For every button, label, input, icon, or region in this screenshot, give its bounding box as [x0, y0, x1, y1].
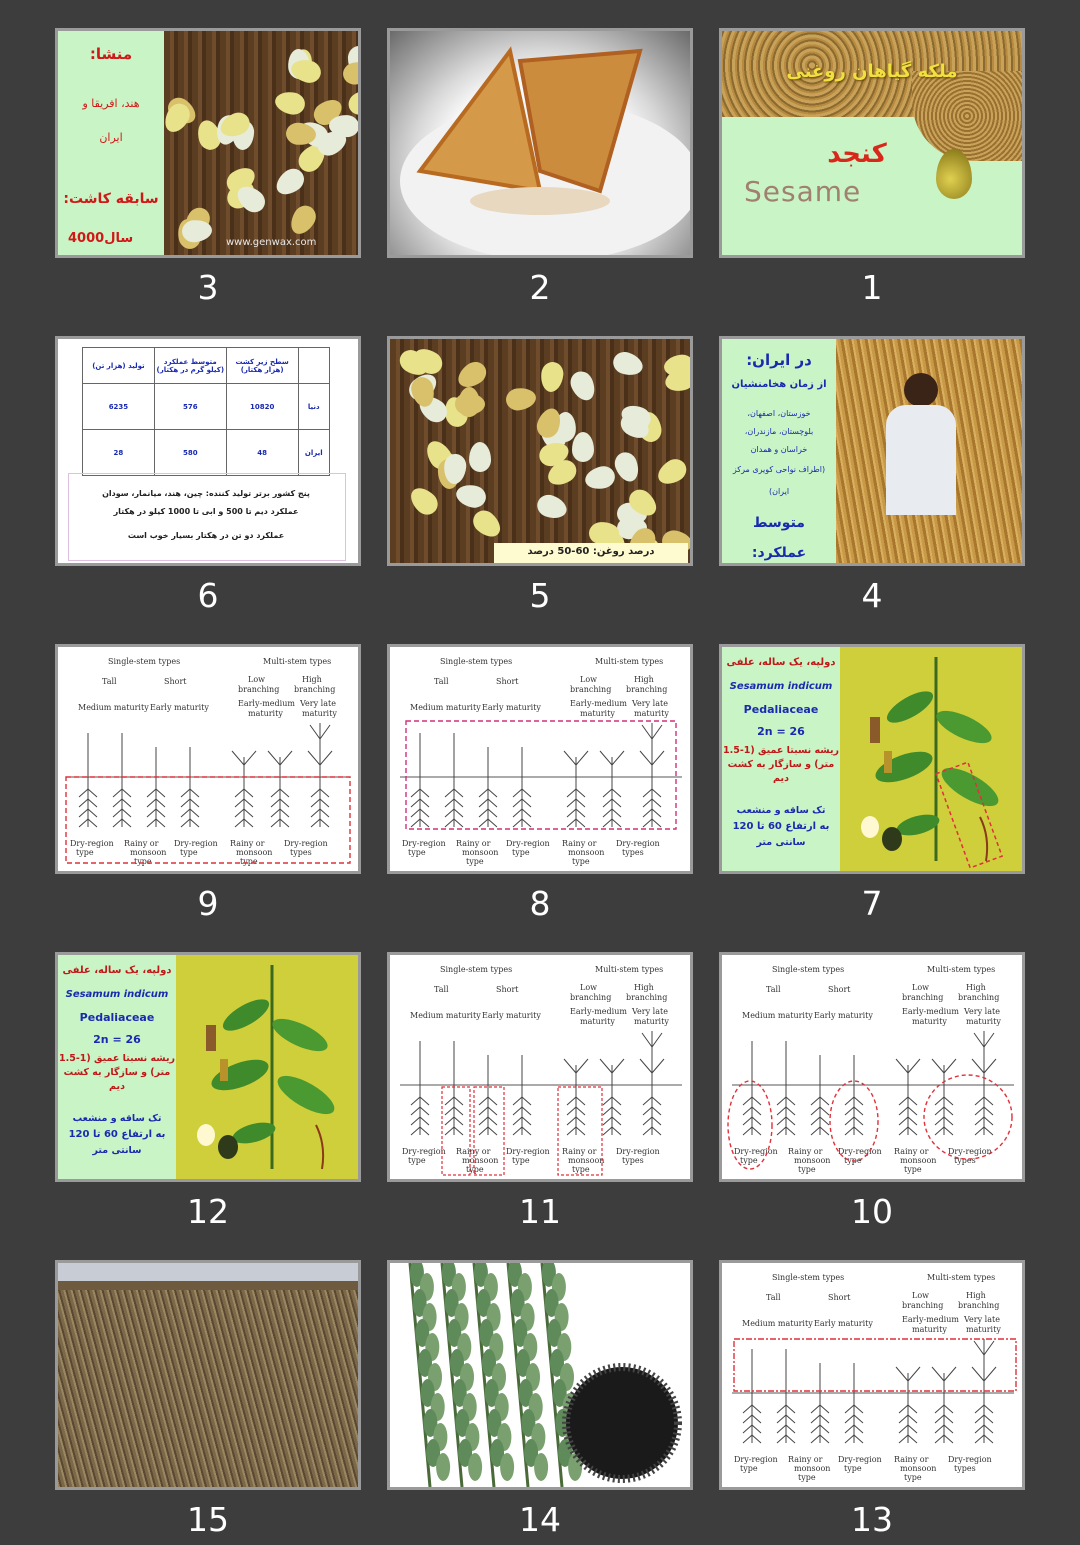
slide-text: Single-stem types — [440, 657, 513, 666]
slide-text: عملکرد دو تن در هکتار بسیار خوب است — [127, 531, 285, 540]
table-header: متوسط عملکرد (کیلو گرم در هکتار) — [154, 348, 226, 384]
slide-thumbnail-2[interactable] — [387, 28, 693, 307]
field-photo — [836, 339, 1022, 563]
slide-text: Rainy or — [562, 839, 597, 848]
seed-photo — [390, 339, 690, 563]
slide-text: types — [290, 848, 312, 857]
slide-preview[interactable] — [387, 336, 693, 566]
slide-preview[interactable] — [719, 644, 1025, 874]
slide-number: 14 — [519, 1500, 561, 1539]
slide-text: ایران — [99, 131, 123, 144]
slide-text: Rainy or — [230, 839, 265, 848]
slide-text: Early maturity — [150, 703, 209, 712]
slide-text: Pedaliaceae — [79, 1011, 155, 1024]
table-header: سطح زیر کشت (هزار هکتار) — [226, 348, 298, 384]
production-table — [82, 347, 330, 476]
slide-thumbnail-7[interactable] — [719, 644, 1025, 923]
slide-text: Medium maturity — [742, 1011, 813, 1020]
slide-text: Dry-region — [948, 1147, 992, 1156]
table-header: تولید (هزار تن) — [83, 348, 155, 384]
slide-text: Tall — [766, 985, 781, 994]
slide-text: types — [954, 1156, 976, 1165]
slide-number: 12 — [187, 1192, 229, 1231]
seed-photo — [164, 31, 358, 255]
slide-text: Medium maturity — [410, 703, 481, 712]
slide-text: Sesame — [744, 175, 862, 208]
seed-shape — [468, 506, 505, 542]
slide-text: monsoon — [568, 1156, 605, 1165]
slide-text: از زمان هخامنشیان — [731, 379, 827, 390]
seed-shape — [539, 361, 564, 393]
slide-text: Medium maturity — [742, 1319, 813, 1328]
slide-text: Tall — [434, 677, 449, 686]
slide-text: Dry-region — [948, 1455, 992, 1464]
slide-text: monsoon — [462, 1156, 499, 1165]
slide-text: خراسان و همدان — [750, 445, 808, 454]
slide-text: monsoon — [568, 848, 605, 857]
slide-text: Rainy or — [894, 1147, 929, 1156]
slide-text: Rainy or — [788, 1455, 823, 1464]
slide-text: branching — [570, 993, 612, 1002]
slide-text: type — [844, 1464, 862, 1473]
slide-text: Low — [248, 675, 265, 684]
slide-number: 6 — [197, 576, 219, 615]
slide-text: Rainy or — [456, 839, 491, 848]
table-header-row — [83, 348, 330, 384]
slide-text: type — [740, 1156, 758, 1165]
slide-text: Medium maturity — [78, 703, 149, 712]
slide-thumbnail-8[interactable] — [387, 644, 693, 923]
slide-text: monsoon — [794, 1156, 831, 1165]
slide-text: Tall — [434, 985, 449, 994]
seed-shape — [341, 60, 358, 87]
slide-text: monsoon — [236, 848, 273, 857]
seed-shape — [572, 432, 594, 462]
slide-text: Very late — [632, 699, 668, 708]
slide-text: monsoon — [900, 1464, 937, 1473]
slide-text: Tall — [102, 677, 117, 686]
slide-text: High — [966, 983, 986, 992]
sesame-plant-drawing — [176, 955, 358, 1179]
diagram-panel — [58, 647, 358, 871]
slide-text: Dry-region — [284, 839, 328, 848]
slide-text: سانتی متر — [756, 837, 806, 848]
plant-illustration-panel — [840, 647, 1022, 871]
slide-text: سانتی متر — [92, 1145, 142, 1156]
slide-text: monsoon — [900, 1156, 937, 1165]
slide-text: سابقه کاشت: — [63, 191, 159, 207]
slide-text: Short — [496, 677, 519, 686]
slide-text: maturity — [634, 709, 669, 718]
plant-habit-drawing — [722, 1263, 1022, 1487]
slide-text: Low — [580, 675, 597, 684]
slide-thumbnail-15[interactable] — [55, 1260, 361, 1539]
slide-number: 9 — [197, 884, 219, 923]
table-cell: 580 — [154, 430, 226, 476]
seed-shape — [469, 442, 492, 472]
slide-text: Rainy or — [456, 1147, 491, 1156]
slide-number: 3 — [197, 268, 219, 307]
slide-text: به ارتفاع 60 تا 120 — [68, 1129, 166, 1140]
slide-number: 11 — [519, 1192, 561, 1231]
slide-number: 8 — [529, 884, 551, 923]
table-cell: 6235 — [83, 384, 155, 430]
seed-shape — [455, 393, 485, 416]
slide-text: type — [466, 857, 484, 866]
plant-habit-drawing — [58, 647, 358, 871]
slide-text: عملکرد: — [751, 545, 807, 561]
field-photo — [58, 1263, 358, 1487]
slide-text: Early maturity — [482, 1011, 541, 1020]
slide-text: branching — [902, 993, 944, 1002]
slide-text: Low — [912, 983, 929, 992]
seed-shape — [567, 368, 600, 404]
slide-text: 2n = 26 — [93, 1033, 141, 1046]
seed-shape — [454, 482, 488, 510]
slide-text: هند، افریقا و — [82, 97, 140, 110]
slide-text: monsoon — [462, 848, 499, 857]
slide-text: type — [572, 857, 590, 866]
slide-text: Single-stem types — [772, 965, 845, 974]
history-unit: سال — [104, 231, 134, 246]
slide-preview[interactable] — [55, 28, 361, 258]
slide-text: Medium maturity — [410, 1011, 481, 1020]
slide-preview[interactable] — [55, 644, 361, 874]
seed-shape — [273, 89, 307, 116]
slide-preview[interactable] — [719, 28, 1025, 258]
slide-thumbnail-9[interactable] — [55, 644, 361, 923]
slide-text: Dry-region — [70, 839, 114, 848]
slide-text: Dry-region — [734, 1147, 778, 1156]
slide-text: Dry-region — [838, 1455, 882, 1464]
slide-text: type — [180, 848, 198, 857]
slide-text: Short — [828, 1293, 851, 1302]
plant-illustration-panel — [176, 955, 358, 1179]
slide-number: 13 — [851, 1500, 893, 1539]
plant-habit-drawing — [390, 955, 690, 1179]
diagram-panel — [722, 1263, 1022, 1487]
slide-text: Multi-stem types — [927, 965, 996, 974]
slide-text: کنجد — [827, 139, 887, 169]
slide-thumbnail-10[interactable] — [719, 952, 1025, 1231]
slide-text: Sesamum indicum — [65, 989, 169, 1000]
slide-text: Single-stem types — [772, 1273, 845, 1282]
slide-text: type — [740, 1464, 758, 1473]
slide-text: Low — [912, 1291, 929, 1300]
slide-text: Rainy or — [124, 839, 159, 848]
slide-text: branching — [570, 685, 612, 694]
slide-text: Early maturity — [814, 1011, 873, 1020]
diagram-panel — [390, 647, 690, 871]
slide-text: maturity — [966, 1325, 1001, 1334]
slide-text: types — [954, 1464, 976, 1473]
slide-text: type — [904, 1473, 922, 1482]
slide-text: Early-medium — [238, 699, 295, 708]
slide-preview[interactable] — [55, 1260, 361, 1490]
plant-habit-drawing — [390, 647, 690, 871]
slide-preview[interactable] — [719, 1260, 1025, 1490]
farmer-figure — [904, 373, 938, 407]
table-cell: ایران — [298, 430, 329, 476]
slide-text: type — [408, 1156, 426, 1165]
slide-text: branching — [626, 993, 668, 1002]
sesame-plant-drawing — [840, 647, 1022, 871]
slide-text: monsoon — [794, 1464, 831, 1473]
slide-thumbnail-3[interactable] — [55, 28, 361, 307]
slide-preview[interactable] — [55, 952, 361, 1182]
seed-shape — [345, 85, 358, 119]
slide-text: متر) و سازگار به کشت — [727, 759, 835, 770]
seed-shape — [610, 349, 645, 379]
slide-text: دیم — [109, 1081, 125, 1092]
slide-text: Dry-region — [616, 1147, 660, 1156]
slide-text: maturity — [966, 1017, 1001, 1026]
slide-text: Dry-region — [734, 1455, 778, 1464]
slide-text: Early maturity — [814, 1319, 873, 1328]
slide-text: Multi-stem types — [595, 965, 664, 974]
slide-text: Rainy or — [894, 1455, 929, 1464]
slide-text: ریشه نسبتا عمیق (1-1.5 — [722, 745, 839, 756]
slide-text: خوزستان، اصفهان، — [747, 409, 811, 418]
slide-preview[interactable] — [719, 952, 1025, 1182]
slide-text: type — [134, 857, 152, 866]
slide-number: 1 — [861, 268, 883, 307]
slide-text: ریشه نسبتا عمیق (1-1.5 — [58, 1053, 175, 1064]
slide-text: بلوچستان، مازندران، — [744, 427, 814, 436]
slide-text: branching — [294, 685, 336, 694]
slide-text: branching — [958, 1301, 1000, 1310]
slide-text: Dry-region — [402, 1147, 446, 1156]
food-photo — [390, 31, 690, 255]
slide-text: به ارتفاع 60 تا 120 — [732, 821, 830, 832]
slide-thumbnail-12[interactable] — [55, 952, 361, 1231]
slide-text: www.genwax.com — [226, 237, 317, 248]
slide-text: Dry-region — [616, 839, 660, 848]
slide-text: Early maturity — [482, 703, 541, 712]
slide-text: Short — [828, 985, 851, 994]
slide-text: maturity — [302, 709, 337, 718]
slide-text: Very late — [964, 1315, 1000, 1324]
slide-text: maturity — [634, 1017, 669, 1026]
slide-text: (اطراف نواحی کویری مرکز — [732, 465, 826, 474]
slide-text: High — [634, 983, 654, 992]
table-cell: 576 — [154, 384, 226, 430]
seed-shape — [611, 449, 642, 485]
slide-number: 10 — [851, 1192, 893, 1231]
slide-text: دیم — [773, 773, 789, 784]
slide-text: در ایران: — [746, 351, 812, 369]
slide-text: متر) و سازگار به کشت — [63, 1067, 171, 1078]
slide-preview[interactable] — [387, 1260, 693, 1490]
table-cell: دنیا — [298, 384, 329, 430]
diagram-panel — [390, 955, 690, 1179]
slide-text: types — [622, 848, 644, 857]
plant-habit-drawing — [722, 955, 1022, 1179]
seed-shape — [583, 464, 617, 493]
slide-text: type — [798, 1473, 816, 1482]
slide-text: type — [76, 848, 94, 857]
slide-preview[interactable] — [387, 28, 693, 258]
slide-thumbnail-13[interactable] — [719, 1260, 1025, 1539]
seed-shape — [505, 386, 538, 412]
slide-text: maturity — [248, 709, 283, 718]
sesame-pods-drawing — [390, 1263, 690, 1487]
slide-text: تک ساقه و منشعب — [72, 1113, 162, 1124]
table-row — [83, 384, 330, 430]
slide-text: منشا: — [89, 45, 133, 63]
diagram-panel — [722, 955, 1022, 1179]
table-row — [83, 430, 330, 476]
slide-text: type — [408, 848, 426, 857]
slide-number: 5 — [529, 576, 551, 615]
slide-text: درصد روغن: 60-50 درصد — [527, 546, 655, 557]
slide-text: Low — [580, 983, 597, 992]
slide-text: Dry-region — [838, 1147, 882, 1156]
slide-thumbnail-4[interactable] — [719, 336, 1025, 615]
table-cell: 10820 — [226, 384, 298, 430]
slide-text: Rainy or — [562, 1147, 597, 1156]
seed-shape — [286, 201, 320, 238]
slide-preview[interactable] — [55, 336, 361, 566]
slide-text: branching — [626, 685, 668, 694]
slide-text: maturity — [912, 1017, 947, 1026]
slide-text: type — [512, 1156, 530, 1165]
slide-text: Very late — [300, 699, 336, 708]
slide-text: branching — [958, 993, 1000, 1002]
slide-text: type — [572, 1165, 590, 1174]
slide-text: Rainy or — [788, 1147, 823, 1156]
seed-shape — [534, 492, 570, 523]
slide-text: branching — [902, 1301, 944, 1310]
slide-text: maturity — [580, 1017, 615, 1026]
slide-text: ملکه گیاهان روغنی — [786, 61, 958, 82]
slide-text: Pedaliaceae — [743, 703, 819, 716]
slide-text: High — [302, 675, 322, 684]
slide-number: 7 — [861, 884, 883, 923]
slide-text: 2n = 26 — [757, 725, 805, 738]
slide-thumbnail-5[interactable] — [387, 336, 693, 615]
slide-text: branching — [238, 685, 280, 694]
seed-shape — [653, 455, 690, 490]
slide-text: Short — [164, 677, 187, 686]
slide-text: Early-medium — [902, 1007, 959, 1016]
slide-text: دولپه، یک ساله، علفی — [62, 965, 172, 976]
table-cell: 48 — [226, 430, 298, 476]
slide-preview[interactable] — [387, 644, 693, 874]
history-number: 4000 — [68, 231, 105, 246]
slide-text: maturity — [912, 1325, 947, 1334]
slide-text: Very late — [964, 1007, 1000, 1016]
slide-text: عملکرد دیم تا 500 و ابی تا 1000 کیلو در هکتار — [113, 507, 299, 516]
slide-text: تک ساقه و منشعب — [736, 805, 826, 816]
slide-text: Single-stem types — [440, 965, 513, 974]
slide-text: Dry-region — [506, 839, 550, 848]
farmer-shirt — [886, 405, 956, 515]
slide-text: ایران) — [768, 487, 790, 496]
slide-thumbnail-6[interactable] — [55, 336, 361, 615]
slide-text: types — [622, 1156, 644, 1165]
slide-thumbnail-11[interactable] — [387, 952, 693, 1231]
sesame-toast-drawing — [390, 31, 690, 255]
slide-number: 15 — [187, 1500, 229, 1539]
slide-text: type — [798, 1165, 816, 1174]
slide-preview[interactable] — [387, 952, 693, 1182]
slide-number: 4 — [861, 576, 883, 615]
table-header — [298, 348, 329, 384]
history-value — [68, 231, 133, 246]
slide-text: پنج کشور برتر تولید کننده: چین، هند، میانمار، سودان — [102, 489, 310, 498]
slide-text: type — [240, 857, 258, 866]
slide-text: متوسط — [753, 515, 805, 531]
slide-text: type — [844, 1156, 862, 1165]
slide-thumbnail-14[interactable] — [387, 1260, 693, 1539]
slide-text: Early-medium — [902, 1315, 959, 1324]
slide-text: Multi-stem types — [927, 1273, 996, 1282]
slide-text: type — [904, 1165, 922, 1174]
slide-text: Early-medium — [570, 1007, 627, 1016]
slide-text: type — [466, 1165, 484, 1174]
slide-text: دولپه، یک ساله، علفی — [726, 657, 836, 668]
slide-text: Tall — [766, 1293, 781, 1302]
slide-text: Early-medium — [570, 699, 627, 708]
slide-text: type — [512, 848, 530, 857]
slide-text: Dry-region — [174, 839, 218, 848]
sesame-pods-photo — [390, 1263, 690, 1487]
note-box — [68, 473, 346, 561]
slide-text: maturity — [580, 709, 615, 718]
table-cell: 28 — [83, 430, 155, 476]
slide-text: monsoon — [130, 848, 167, 857]
slide-text: High — [966, 1291, 986, 1300]
slide-text: Single-stem types — [108, 657, 181, 666]
slide-number: 2 — [529, 268, 551, 307]
seed-shape — [406, 483, 443, 520]
slide-preview[interactable] — [719, 336, 1025, 566]
slide-text: High — [634, 675, 654, 684]
slide-text: Multi-stem types — [263, 657, 332, 666]
slide-thumbnail-1[interactable] — [719, 28, 1025, 307]
slide-text: Short — [496, 985, 519, 994]
slide-text: Very late — [632, 1007, 668, 1016]
slide-text: Dry-region — [402, 839, 446, 848]
slide-text: Dry-region — [506, 1147, 550, 1156]
slide-text: Sesamum indicum — [729, 681, 833, 692]
slide-text: Multi-stem types — [595, 657, 664, 666]
